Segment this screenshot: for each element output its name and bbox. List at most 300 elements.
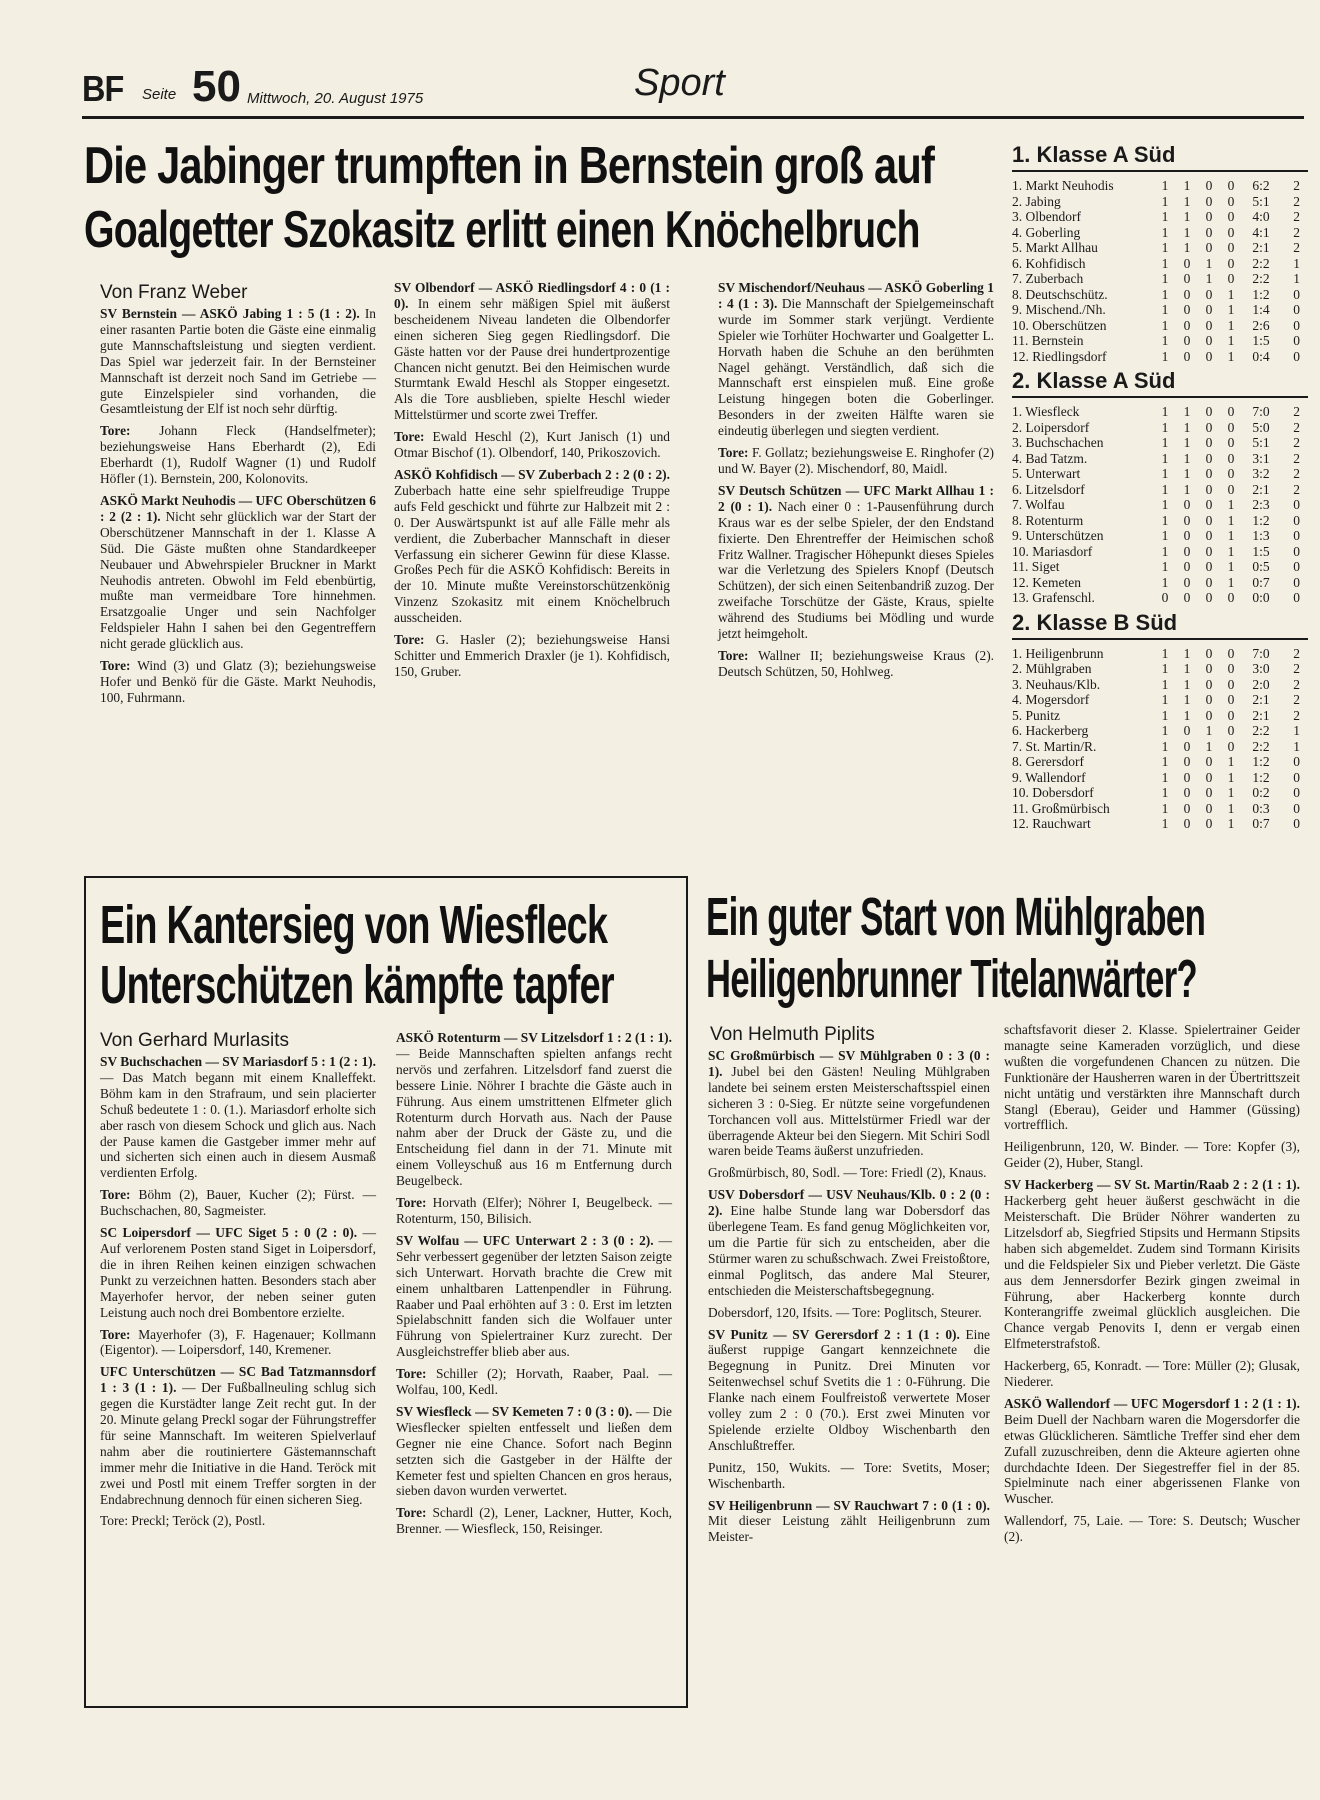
article1-column-2 [394,280,670,686]
points: 2 [1293,450,1300,466]
goal-ratio: 2:6 [1252,317,1270,333]
table-row [1012,318,1300,334]
stat-cell: 1 [1161,754,1169,769]
stat-cell: 1 [1161,738,1169,754]
article2-column-1 [100,1054,376,1535]
paragraph [708,1327,990,1454]
stat-cell: 0 [1183,785,1191,800]
table-row [1012,302,1300,318]
points: 1 [1293,271,1300,286]
stat-cell: 1 [1161,497,1169,512]
stat-cell: 1 [1183,224,1191,240]
stat-cell: 0 [1205,193,1213,209]
team-name: 11. Großmürbisch [1012,800,1110,816]
stat-cell: 0 [1183,512,1191,528]
table-row [1012,497,1300,513]
goal-ratio: 2:2 [1252,723,1270,738]
stat-cell: 0 [1205,661,1213,676]
team-name: 3. Olbendorf [1012,209,1081,224]
stat-cell: 1 [1161,255,1169,271]
table-row [1012,754,1300,770]
team-name: 7. Zuberbach [1012,271,1084,286]
paragraph-text: Nicht sehr glücklich war der Start der Oberschützener Mannschaft in der 1. Klasse A Süd. Die Gäste mußten ohne Standardkeeper Neubauer und Abwehrspieler Bruckner in Markt Neuhodis antreten. Obwohl im Feld ebenbürtig, mußte man vermeidbare Tore hinnehmen. Ersatzgoalie Unger und sein Nachfolger Feldspieler Hahn I sahen bei den Gegentreffern nicht gerade glücklich aus. [100,508,376,652]
match-heading: SV Buchschachen — SV Mariasdorf 5 : 1 (2 : 1). [100,1054,376,1069]
team-name: 11. Bernstein [1012,333,1084,348]
table-row [1012,287,1300,303]
paragraph [100,1187,376,1219]
match-heading: ASKÖ Rotenturm — SV Litzelsdorf 1 : 2 (1 : 1). [396,1030,672,1045]
stat-cell: 1 [1161,286,1169,302]
stat-cell: 1 [1161,435,1169,450]
stat-cell: 1 [1205,271,1213,286]
stat-cell: 0 [1205,590,1213,605]
points: 2 [1293,645,1300,661]
stat-cell: 0 [1205,497,1213,512]
points: 1 [1293,723,1300,738]
points: 2 [1293,707,1300,723]
stat-cell: 1 [1227,286,1235,302]
stat-cell: 1 [1205,723,1213,738]
points: 0 [1293,543,1300,559]
stat-cell: 0 [1183,816,1191,831]
goal-ratio: 2:1 [1252,707,1270,723]
goal-ratio: 1:2 [1252,512,1270,528]
match-heading: Tore: [394,429,425,445]
team-name: 9. Unterschützen [1012,528,1104,543]
points: 2 [1293,419,1300,435]
stat-cell: 1 [1183,481,1191,497]
paragraph [394,467,670,626]
stat-cell: 0 [1183,271,1191,286]
goal-ratio: 2:1 [1252,481,1270,497]
team-name: 12. Kemeten [1012,574,1081,590]
stat-cell: 1 [1183,692,1191,707]
table-row [1012,785,1300,801]
table-row [1012,349,1300,365]
match-heading: Tore: [718,647,749,663]
paragraph-text: Böhm (2), Bauer, Kucher (2); Fürst. — Buchschachen, 80, Sagmeister. [100,1187,376,1219]
match-heading: Tore: [100,658,131,674]
article1-byline: Von Franz Weber [100,282,248,303]
stat-cell: 1 [1205,255,1213,271]
stat-cell: 1 [1227,769,1235,785]
team-name: 8. Rotenturm [1012,512,1084,528]
goal-ratio: 0:2 [1252,785,1270,800]
paragraph [718,280,994,439]
stat-cell: 1 [1183,404,1191,419]
goal-ratio: 0:7 [1252,574,1270,590]
match-heading: SC Großmürbisch — SV Mühlgraben 0 : 3 (0 : 1). [708,1048,990,1079]
paragraph-text: Mit dieser Leistung zählt Heiligenbrunn zum Meister- [708,1513,990,1545]
goal-ratio: 1:5 [1252,543,1270,559]
paragraph [708,1305,990,1321]
stat-cell: 0 [1227,707,1235,723]
article3-column-2 [1004,1022,1300,1551]
points: 1 [1293,738,1300,754]
standings-table [1012,178,1300,364]
match-heading: USV Dobersdorf — USV Neuhaus/Klb. 0 : 2 (0 : 2). [708,1187,990,1219]
table-row [1012,708,1300,724]
article1-headline-line1: Die Jabinger trumpften in Bernstein groß auf [84,137,935,195]
team-name: 2. Jabing [1012,193,1061,209]
points: 0 [1293,800,1300,816]
paragraph-text: In einem sehr mäßigen Spiel mit äußerst bescheidenem Niveau landeten die Olbendorfer einen sicheren Sieg gegen Riedlingsdorf. Die Gäste hatten vor der Pause drei hundertprozentige Chancen nicht genutzt. Bei den Heimischen wurde Sturmtank Ewald Heschl als Stopper eingesetzt. Als die Tore ausblieben, spielte Heschl wieder Mittelstürmer und scorte zwei Treffer. [394,295,670,423]
goal-ratio: 0:7 [1252,816,1270,831]
stat-cell: 0 [1183,574,1191,590]
team-name: 10. Dobersdorf [1012,785,1094,800]
paragraph [100,1513,376,1529]
paragraph-text: Wallendorf, 75, Laie. — Tore: S. Deutsch; Wuscher (2). [1004,1513,1300,1545]
stat-cell: 0 [1205,240,1213,255]
points: 0 [1293,286,1300,302]
match-heading: Tore: [394,632,425,648]
stat-cell: 0 [1205,676,1213,692]
paragraph-text: Schiller (2); Horvath, Raaber, Paal. — Wolfau, 100, Kedl. [396,1366,672,1398]
stat-cell: 1 [1161,466,1169,481]
stat-cell: 1 [1183,209,1191,224]
goal-ratio: 1:5 [1252,333,1270,348]
goal-ratio: 5:1 [1252,435,1270,450]
stat-cell: 0 [1205,404,1213,419]
stat-cell: 1 [1205,738,1213,754]
stat-cell: 0 [1205,286,1213,302]
paragraph [1004,1358,1300,1390]
article2-headline-line1: Ein Kantersieg von Wiesfleck [100,895,608,955]
goal-ratio: 7:0 [1252,645,1270,661]
stat-cell: 1 [1227,754,1235,769]
points: 0 [1293,317,1300,333]
goal-ratio: 0:3 [1252,800,1270,816]
table-row [1012,816,1300,832]
stat-cell: 0 [1227,481,1235,497]
match-heading: ASKÖ Kohfidisch — SV Zuberbach 2 : 2 (0 : 2). [394,466,670,482]
paragraph [100,1364,376,1507]
goal-ratio: 3:2 [1252,466,1270,481]
goal-ratio: 0:5 [1252,559,1270,574]
paragraph-text: — Sehr verbessert gegenüber der letzten Saison zeigte sich Unterwart. Horvath brachte die Crew mit einem unhaltbaren Lattenpendler in Führung. Raaber und Paal erhöhten auf 3 : 0. Erst im letzten Spielabschnitt fanden sich die Wolfauer unter Führung von Spielertrainer Kurz zurecht. Der Ausgleichstreffer blieb aber aus. [396,1232,672,1360]
stat-cell: 1 [1227,528,1235,543]
table-row [1012,225,1300,241]
team-name: 5. Unterwart [1012,466,1081,481]
paragraph-text: Die Mannschaft der Spielgemeinschaft wurde im Sommer stark verjüngt. Verdiente Spieler wie Torhüter Hochwarter und Goalgetter L. Horvath haben die Schuhe an den berühmten Nagel gehängt. Verständlich, daß sich die Mannschaft erst einspielen muß. Eine große Leistung hingegen boten die Goberlinger. Besonders in der zweiten Hälfte waren sie eindeutig überlegen und siegten verdient. [718,295,994,439]
points: 0 [1293,785,1300,800]
stat-cell: 0 [1205,302,1213,317]
paragraph [394,429,670,461]
goal-ratio: 7:0 [1252,404,1270,419]
paragraph-text: Punitz, 150, Wukits. — Tore: Svetits, Moser; Wischenbarth. [708,1459,990,1491]
standings-tables [1012,142,1308,836]
stat-cell: 0 [1183,286,1191,302]
match-heading: Tore: [396,1195,427,1211]
table-row [1012,528,1300,544]
stat-cell: 0 [1183,800,1191,816]
stat-cell: 0 [1205,512,1213,528]
points: 0 [1293,333,1300,348]
paragraph-text: Zuberbach hatte eine sehr spielfreudige Truppe aufs Feld geschickt und führte zur Halbzeit mit 2 : 0. Der Auswärtspunkt ist auf alle Fälle mehr als verdient, die Zuberbacher Mannschaft in dieser Verfassung ein sicherer Gewinn für diese Klasse. Großes Pech für die ASKÖ Kohfidisch: Bereits in der 10. Minute mußte Vereinstorschützenkönig Vinzenz Szokasitz mit einem Knöchelbruch ausscheiden. [394,482,670,626]
header-rule [82,116,1304,119]
team-name: 2. Mühlgraben [1012,661,1092,676]
stat-cell: 1 [1161,645,1169,661]
paragraph-text: Hackerberg geht heuer äußerst geschwächt in die Meisterschaft. Die Brüder Nöhrer wanderten zu Litzelsdorf ab, Siegfried Stipsits und Hermann Stipsits haben sich abgemeldet. Zudem sind Tormann Kirisits und die Feldspieler Six und Pieber verletzt. Die Gäste aus dem Jennersdorfer Bezirk gingen zweimal in Führung, aber Hackerberg konnte durch Konterangriffe zweimal glücklich ausgleichen. Die Chance vergab Penovits I, denn er vergab einen Elfmeterstrafstoß. [1004,1193,1300,1352]
paragraph-text: Ewald Heschl (2), Kurt Janisch (1) und Otmar Bischof (1). Olbendorf, 140, Prikoszovich. [394,429,670,461]
stat-cell: 0 [1227,419,1235,435]
table-row [1012,194,1300,210]
points: 2 [1293,240,1300,255]
match-heading: Tore: [100,1326,131,1342]
team-name: 2. Loipersdorf [1012,419,1090,435]
stat-cell: 0 [1183,333,1191,348]
points: 2 [1293,661,1300,676]
article2-headline-line2: Unterschützen kämpfte tapfer [100,955,614,1015]
stat-cell: 1 [1183,661,1191,676]
points: 0 [1293,512,1300,528]
stat-cell: 1 [1161,240,1169,255]
standings-title: 2. Klasse B Süd [1012,610,1308,640]
stat-cell: 1 [1161,209,1169,224]
article1-column-1 [100,306,376,712]
stat-cell: 0 [1205,419,1213,435]
table-row [1012,420,1300,436]
points: 2 [1293,209,1300,224]
paragraph-text: G. Hasler (2); beziehungsweise Hansi Schitter und Emmerich Draxler (je 1). Kohfidisch, 150, Gruber. [394,632,670,679]
goal-ratio: 1:2 [1252,769,1270,785]
goal-ratio: 6:2 [1252,178,1270,193]
points: 0 [1293,302,1300,317]
stat-cell: 0 [1227,645,1235,661]
stat-cell: 1 [1227,497,1235,512]
team-name: 13. Grafenschl. [1012,590,1095,605]
paragraph-text: Tore: Preckl; Teröck (2), Postl. [100,1513,266,1529]
paragraph-text: Hackerberg, 65, Konradt. — Tore: Müller (2); Glusak, Niederer. [1004,1358,1300,1390]
stat-cell: 0 [1227,692,1235,707]
paragraph [100,493,376,652]
table-row [1012,451,1300,467]
table-row [1012,435,1300,451]
standings-title: 1. Klasse A Süd [1012,142,1308,172]
goal-ratio: 5:0 [1252,419,1270,435]
stat-cell: 1 [1183,676,1191,692]
stat-cell: 0 [1205,645,1213,661]
stat-cell: 1 [1161,723,1169,738]
team-name: 4. Mogersdorf [1012,692,1090,707]
table-row [1012,271,1300,287]
stat-cell: 0 [1183,348,1191,364]
paragraph [100,306,376,417]
goal-ratio: 2:0 [1252,676,1270,692]
stat-cell: 1 [1161,178,1169,193]
team-name: 3. Buchschachen [1012,435,1104,450]
stat-cell: 1 [1161,404,1169,419]
team-name: 4. Goberling [1012,224,1081,240]
article3-column-1 [708,1048,990,1551]
stat-cell: 0 [1205,707,1213,723]
points: 2 [1293,178,1300,193]
stat-cell: 1 [1227,333,1235,348]
points: 0 [1293,816,1300,831]
team-name: 7. St. Martin/R. [1012,738,1097,754]
team-name: 5. Punitz [1012,707,1061,723]
team-name: 10. Mariasdorf [1012,543,1093,559]
paragraph [1004,1177,1300,1352]
standings-table [1012,404,1300,606]
stat-cell: 0 [1227,193,1235,209]
stat-cell: 0 [1205,692,1213,707]
paragraph-text: Großmürbisch, 80, Sodl. — Tore: Friedl (2), Knaus. [708,1165,987,1181]
stat-cell: 1 [1183,178,1191,193]
team-name: 5. Markt Allhau [1012,240,1098,255]
stat-cell: 0 [1183,723,1191,738]
paragraph [100,1054,376,1181]
match-heading: SV Olbendorf — ASKÖ Riedlingsdorf 4 : 0 (1 : 0). [394,280,670,311]
match-heading: SV Bernstein — ASKÖ Jabing 1 : 5 (1 : 2). [100,306,360,321]
stat-cell: 1 [1227,348,1235,364]
article3-byline: Von Helmuth Piplits [710,1024,875,1045]
stat-cell: 1 [1161,333,1169,348]
stat-cell: 0 [1227,590,1235,605]
points: 2 [1293,481,1300,497]
article3-headline-line2: Heiligenbrunner Titelanwärter? [706,949,1197,1009]
stat-cell: 1 [1183,419,1191,435]
stat-cell: 0 [1227,435,1235,450]
paragraph [394,280,670,423]
stat-cell: 1 [1227,302,1235,317]
stat-cell: 1 [1161,450,1169,466]
stat-cell: 1 [1161,528,1169,543]
table-row [1012,801,1300,817]
goal-ratio: 5:1 [1252,193,1270,209]
paragraph [1004,1396,1300,1507]
stat-cell: 1 [1161,481,1169,497]
stat-cell: 0 [1205,785,1213,800]
paragraph-text: Mayerhofer (3), F. Hagenauer; Kollmann (Eigentor). — Loipersdorf, 140, Kremener. [100,1326,376,1358]
goal-ratio: 2:2 [1252,271,1270,286]
paragraph-text: Horvath (Elfer); Nöhrer I, Beugelbeck. — Rotenturm, 150, Bilisich. [396,1195,672,1226]
stat-cell: 0 [1227,738,1235,754]
goal-ratio: 0:0 [1252,590,1270,605]
stat-cell: 0 [1161,590,1169,605]
team-name: 8. Gerersdorf [1012,754,1084,769]
stat-cell: 1 [1161,419,1169,435]
stat-cell: 0 [1205,769,1213,785]
stat-cell: 0 [1205,178,1213,193]
issue-date: Mittwoch, 20. August 1975 [247,90,424,107]
match-heading: SV Mischendorf/Neuhaus — ASKÖ Goberling 1 : 4 (1 : 3). [718,280,994,311]
article2-byline: Von Gerhard Murlasits [100,1030,290,1051]
paragraph [708,1187,990,1298]
table-row [1012,661,1300,677]
stat-cell: 1 [1183,450,1191,466]
paragraph [100,1327,376,1359]
match-heading: Tore: [396,1505,427,1521]
stat-cell: 0 [1205,224,1213,240]
stat-cell: 0 [1227,224,1235,240]
paragraph [396,1366,672,1398]
table-row [1012,209,1300,225]
table-row [1012,770,1300,786]
stat-cell: 1 [1183,240,1191,255]
stat-cell: 1 [1161,661,1169,676]
stat-cell: 1 [1227,543,1235,559]
stat-cell: 1 [1161,317,1169,333]
article1-headline-line2: Goalgetter Szokasitz erlitt einen Knöchelbruch [84,201,920,259]
paragraph [718,648,994,680]
paragraph [100,423,376,487]
goal-ratio: 3:0 [1252,661,1270,676]
stat-cell: 0 [1227,450,1235,466]
team-name: 1. Wiesfleck [1012,404,1080,419]
match-heading: Tore: [100,1187,131,1203]
match-heading: SV Deutsch Schützen — UFC Markt Allhau 1 : 2 (0 : 1). [718,482,994,514]
points: 2 [1293,435,1300,450]
stat-cell: 1 [1161,676,1169,692]
table-row [1012,482,1300,498]
stat-cell: 1 [1227,800,1235,816]
stat-cell: 1 [1183,707,1191,723]
points: 1 [1293,255,1300,271]
match-heading: ASKÖ Markt Neuhodis — UFC Oberschützen 6 : 2 (2 : 1). [100,492,376,524]
goal-ratio: 0:4 [1252,348,1270,364]
table-row [1012,575,1300,591]
paragraph [708,1460,990,1492]
paragraph-text: schaftsfavorit dieser 2. Klasse. Spielertrainer Geider managte seine Kameraden vorzüglich, und diese wußten die vorgefundenen Chancen zu nützen. Die Funktionäre der Hausherren waren in der Übertrittszeit nicht untätig und verstärkten ihre Mannschaft durch Stangl (Eberau), Geider und Hammer (Güssing) vortrefflich. [1004,1022,1300,1133]
table-row [1012,466,1300,482]
paragraph-text: F. Gollatz; beziehungsweise E. Ringhofer (2) und W. Bayer (2). Mischendorf, 80, Maidl. [718,445,994,476]
paragraph-text: — Auf verlorenem Posten stand Siget in Loipersdorf, die in ihren Reihen keinen einzigen schwachen Punkt zu verzeichnen hatten. Besonders stach aber Mayerhofer hervor, der neben seiner guten Leistung auch noch drei Bombentore erzielte. [100,1225,376,1320]
table-row [1012,590,1300,606]
stat-cell: 0 [1183,497,1191,512]
points: 0 [1293,497,1300,512]
match-heading: Tore: [396,1366,427,1382]
table-row [1012,513,1300,529]
match-heading: SV Wiesfleck — SV Kemeten 7 : 0 (3 : 0). [396,1403,633,1419]
paragraph-text: Johann Fleck (Handselfmeter); beziehungsweise Hans Eberhardt (2), Edi Eberhardt (1), Rudolf Wagner (1) und Rudolf Höfler (1). Bernstein, 200, Kolonovits. [100,423,376,487]
standings-table [1012,646,1300,832]
points: 2 [1293,692,1300,707]
stat-cell: 1 [1227,317,1235,333]
table-row [1012,723,1300,739]
paragraph [718,483,994,642]
paragraph-text: — Beide Mannschaften spielten anfangs recht nervös und zerfahren. Litzelsdorf fand zuerst die bessere Linie. Nöhrer I brachte die Gäste auch in Führung. Aus einem umstrittenen Elfmeter glich Rotenturm durch Horvath aus. Nach der Pause nahm aber der Druck der Gäste zu, und die Entscheidung fiel dann in der 71. Minute mit einem Volleyschuß aus 16 m Entfernung durch Beugelbeck. [396,1045,672,1189]
stat-cell: 1 [1161,224,1169,240]
points: 2 [1293,676,1300,692]
paragraph [1004,1513,1300,1545]
stat-cell: 0 [1183,590,1191,605]
paragraph-text: Dobersdorf, 120, Ifsits. — Tore: Poglitsch, Steurer. [708,1304,982,1320]
stat-cell: 1 [1161,816,1169,831]
match-heading: SV Heiligenbrunn — SV Rauchwart 7 : 0 (1 : 0). [708,1497,990,1513]
team-name: 11. Siget [1012,559,1060,574]
paragraph [100,1225,376,1320]
stat-cell: 0 [1205,754,1213,769]
match-heading: Tore: [100,423,131,439]
paragraph-text: Wallner II; beziehungsweise Kraus (2). Deutsch Schützen, 50, Hohlweg. [718,647,995,679]
stat-cell: 1 [1183,645,1191,661]
goal-ratio: 4:0 [1252,209,1270,224]
stat-cell: 0 [1205,800,1213,816]
stat-cell: 1 [1161,769,1169,785]
section-title: Sport [634,62,725,104]
points: 0 [1293,590,1300,605]
stat-cell: 0 [1183,528,1191,543]
table-row [1012,256,1300,272]
points: 0 [1293,528,1300,543]
page-number: 50 [192,62,241,111]
stat-cell: 0 [1205,574,1213,590]
stat-cell: 1 [1183,193,1191,209]
paragraph [708,1498,990,1546]
stat-cell: 0 [1205,559,1213,574]
table-row [1012,333,1300,349]
